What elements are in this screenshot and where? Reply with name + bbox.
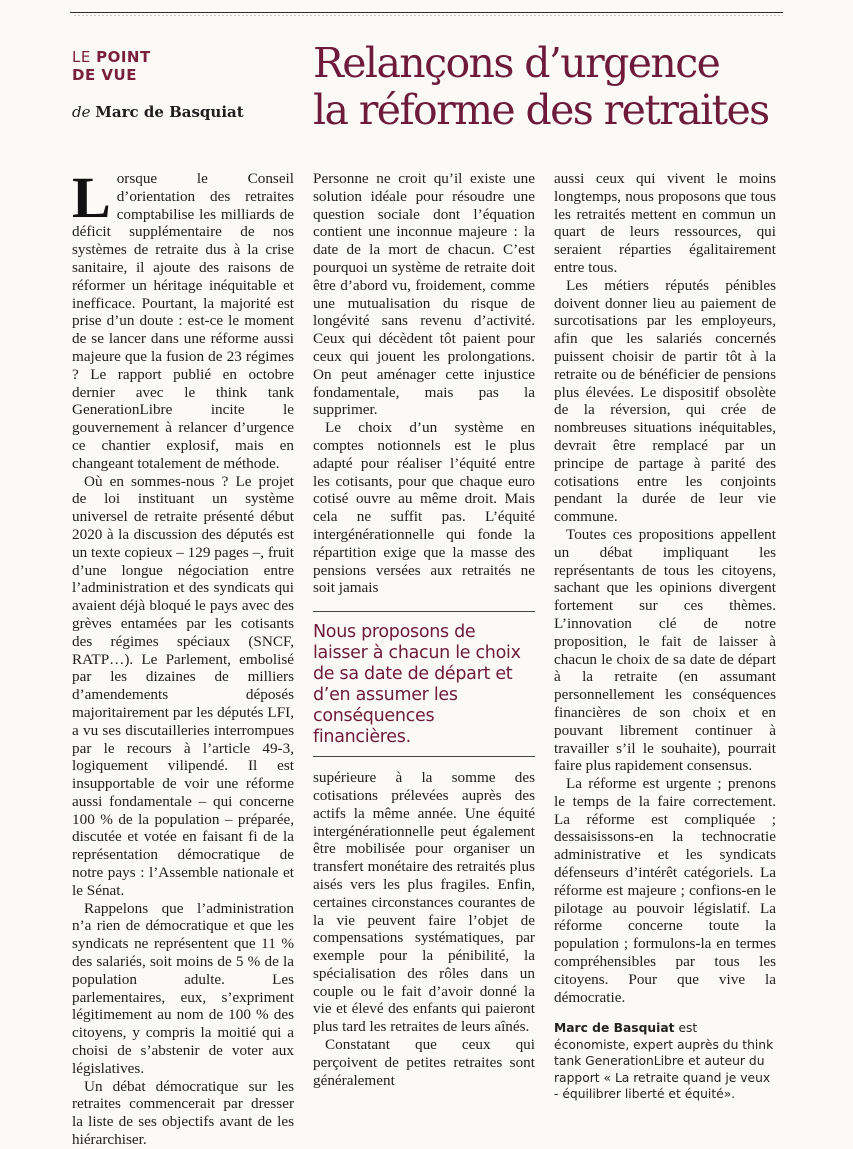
paragraph-text: orsque le Conseil d’orientation des retraites comptabilise les milliards de déficit supplémentaire de nos systèmes de retraite dus à la crise sanitaire, il ajoute des raisons de réformer un héritage inéquitable et inefficace. Pourtant, la majorité est prise d’un doute : est-ce le moment de se lancer dans une réforme aussi majeure que la fusion de 23 régimes ? Le rapport publié en octobre dernier avec le think tank GenerationLibre incite le gouvernement à relancer d’urgence ce chantier explosif, mais en changeant totalement de méthode.	[72, 170, 294, 472]
kicker-line2: DE VUE	[72, 66, 137, 84]
paragraph: aussi ceux qui vivent le moins longtemps, nous proposons que tous les retraités mettent en commun un quart de leurs ressources, qui seraient réparties égalitairement entre tous.	[554, 170, 776, 276]
paragraph: Où en sommes-nous ? Le projet de loi instituant un système universel de retraite présenté début 2020 à la discussion des députés est un texte copieux – 129 pages –, fruit d’une longue négociation entre l’administration et des syndicats qui avaient déjà bloqué le pays avec des grèves entamées par les cotisants des régimes spéciaux (SNCF, RATP…). Le Parlement, embolisé par les dizaines de milliers d’amendements déposés majoritairement par les députés LFI, a vu ses discutailleries interrompues par le recours à l’article 49-3, logiquement vilipendé. Il est insupportable de voir une réforme aussi fondamentale – qui concerne 100 % de la population – préparée, discutée et votée en faisant fi de la représentation démocratique de notre pays : l’Assemble nationale et le Sénat.	[72, 472, 294, 899]
pull-quote: Nous proposons de laisser à chacun le choix de sa date de départ et d’en assumer les conséquences financières.	[313, 611, 535, 757]
article-column-2	[313, 170, 535, 1089]
headline-line-1: Relançons d’urgence	[313, 39, 720, 87]
drop-cap: L	[72, 165, 111, 230]
byline-prefix: de	[72, 103, 96, 121]
paragraph: supérieure à la somme des cotisations prélevées auprès des actifs la même année. Une équité intergénérationnelle peut également être mobilisée pour organiser un transfert monétaire des retraités plus aisés vers les plus fragiles. Enfin, certaines circonstances courantes de la vie peuvent faire l’objet de compensations systématiques, par exemple pour la pénibilité, la spécialisation des rôles dans un couple ou le fait d’avoir donné la vie et élevé des enfants qui paieront plus tard les retraites de leurs aînés.	[313, 769, 535, 1036]
headline-line-2: la réforme des retraites	[313, 86, 769, 134]
paragraph: Un débat démocratique sur les retraites commencerait par dresser la liste de ses objectifs avant de les hiérarchiser.	[72, 1077, 294, 1149]
kicker-bold: POINT	[96, 48, 151, 66]
paragraph: La réforme est urgente ; prenons le temps de la faire correctement. La réforme est compliquée ; dessaisissons-en la technocratie administrative et les syndicats défenseurs d’intérêt catégoriels. La réforme est majeure ; confions-en le pilotage au pouvoir législatif. La réforme concerne toute la population ; formulons-la en termes compréhensibles par tous les citoyens. Pour que vive la démocratie.	[554, 775, 776, 1006]
paragraph: Le choix d’un système en comptes notionnels est le plus adapté pour réaliser l’équité entre les cotisants, pour que chaque euro cotisé ouvre au même droit. Mais cela ne suffit pas. L’équité intergénérationnelle qui fonde la répartition exige que la masse des pensions versées aux retraités ne soit jamais	[313, 419, 535, 597]
byline	[72, 103, 244, 121]
section-kicker	[72, 48, 151, 84]
paragraph: Constatant que ceux qui perçoivent de petites retraites sont généralement	[313, 1036, 535, 1089]
author-note-name: Marc de Basquiat	[554, 1021, 675, 1036]
article-column-3	[554, 170, 776, 1103]
top-rule	[70, 12, 783, 13]
kicker-light: LE	[72, 48, 97, 66]
paragraph: Rappelons que l’administration n’a rien de démocratique et que les syndicats ne représentent que 11 % des salariés, soit moins de 5 % de la population adulte. Les parlementaires, eux, s’expriment légitimement au nom de 100 % des citoyens, y compris la moitié qui a choisi de s’abstenir de voter aux législatives.	[72, 899, 294, 1077]
paragraph: Personne ne croit qu’il existe une solution idéale pour résoudre une question sociale dont l’équation contient une inconnue majeure : la date de la mort de chacun. C’est pourquoi un système de retraite doit être d’abord vu, froidement, comme une mutualisation du risque de longévité sans revenu d’activité. Ceux qui décèdent tôt paient pour ceux qui jouent les prolongations. On peut aménager cette injustice fondamentale, mais pas la supprimer.	[313, 170, 535, 419]
headline	[313, 40, 813, 134]
paragraph: Les métiers réputés pénibles doivent donner lieu au paiement de surcotisations par les employeurs, afin que les salariés concernés puissent choisir de partir tôt à la retraite ou de bénéficier de pensions plus élevées. Le dispositif obsolète de la réversion, qui crée de nombreuses situations inéquitables, devrait être remplacé par un principe de partage à parité des cotisations entre les conjoints pendant la durée de leur vie commune.	[554, 276, 776, 526]
author-note-text: est économiste, expert auprès du think tank GenerationLibre et auteur du rapport « La retraite quand je veux - équilibrer liberté et équité».	[554, 1021, 774, 1102]
paragraph: Toutes ces propositions appellent un débat impliquant les représentants de tous les citoyens, sachant que les opinions divergent fortement sur ces thèmes. L’innovation clé de notre proposition, le fait de laisser à chacun le choix de sa date de départ à la retraite (en assumant personnellement les conséquences financières de son choix et en pouvant librement continuer à travailler s’il le souhaite), pourrait faire plus rapidement consensus.	[554, 525, 776, 775]
author-note	[554, 1020, 776, 1103]
paragraph	[72, 165, 294, 473]
article-column-1	[72, 165, 294, 1149]
top-rule-dots	[73, 14, 783, 17]
byline-author: Marc de Basquiat	[95, 103, 244, 121]
